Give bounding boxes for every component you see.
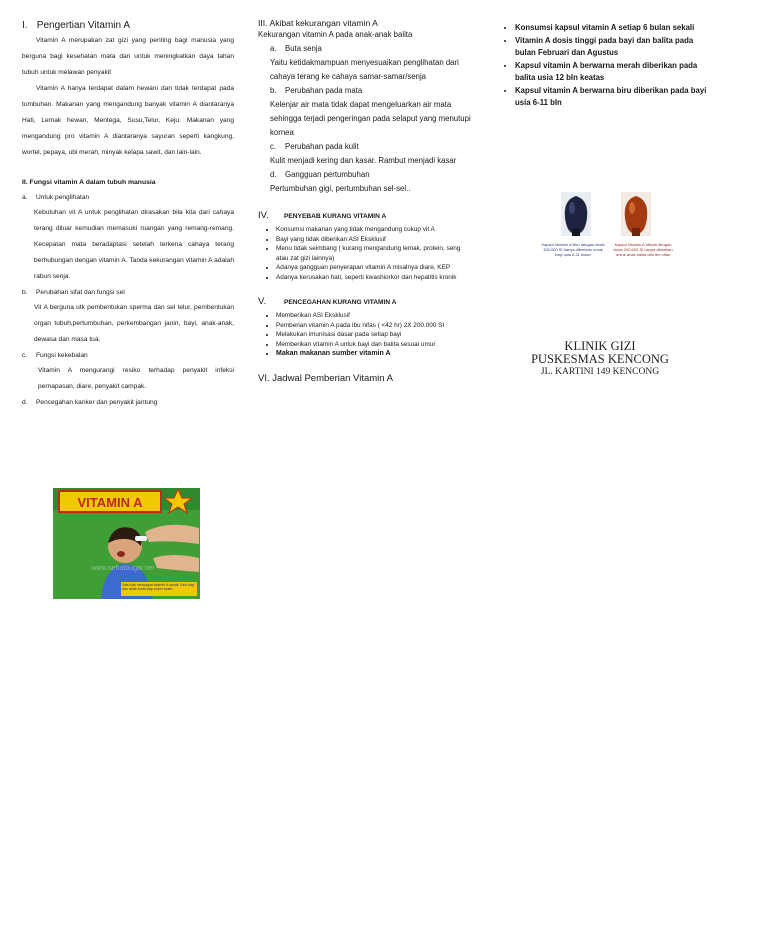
- poster-caption: Satu kali mendapat vitamin A sekali, Beri bayi dan anak Anda tiap enam bulan: [122, 583, 195, 592]
- list-item: • Pemberian vitamin A pada ibu nifas ( <42 hr) 2X 200.000 SI: [276, 321, 472, 331]
- section-3-intro: Kekurangan vitamin A pada anak-anak balita: [258, 30, 413, 39]
- section-3-item-c: c. Perubahan pada kulit: [270, 142, 359, 151]
- section-2-heading: II. Fungsi vitamin A dalam tubuh manusia: [22, 179, 156, 186]
- column-left: [22, 0, 234, 410]
- section-1-para-1: Vitamin A merupakan zat gizi yang penting bagi manusia yang berguna bagi kesehatan mata dan untuk meningkatkan daya tahan tubuh untuk melawan penyakit: [22, 37, 234, 76]
- poster-title: VITAMIN A: [77, 495, 143, 510]
- list-item: • Memberikan vitamin A untuk bayi dan balita sesuai umur: [276, 340, 472, 350]
- section-3-item-a: a. Buta senja: [270, 44, 322, 53]
- section-5-heading: V. PENCEGAHAN KURANG VITAMIN A: [258, 296, 397, 307]
- section-3-item-c-text: Kulit menjadi kering dan kasar. Rambut menjadi kasar: [270, 156, 457, 165]
- clinic-address: JL. KARTINI 149 KENCONG: [540, 367, 660, 377]
- list-item: • Menu tidak seimbang ( kurang mengandung lemak, protein, seng atau zat gizi lainnya): [276, 244, 472, 263]
- section-2-item-b: b. Perubahan sifat dan fungsi sel: [22, 289, 125, 296]
- list-item: • Bayi yang tidak diberikan ASI Eksklusif: [276, 235, 472, 245]
- section-2-item-a-text: Kebutuhan vit A untuk penglihatan dirasakan bila kita dari cahaya terang diluar kemudian memasuki ruangan yang remang-remang. Kecepatan mata beradaptasi setelah terkena cahaya terang berhubungan dengan vitamin A. Tanda kekurangan vitamin A adalah rabun senja.: [34, 209, 234, 280]
- list-item: • Kapsul vitamin A berwarna merah diberikan pada balita usia 12 bln keatas: [515, 60, 711, 85]
- section-2-item-c: c. Fungsi kekebalan: [22, 352, 88, 359]
- section-2-item-a: a. Untuk penglihatan: [22, 194, 90, 201]
- list-item: • Vitamin A dosis tinggi pada bayi dan balita pada bulan Februari dan Agustus: [515, 35, 711, 60]
- list-item: • Makan makanan sumber vitamin A: [276, 349, 472, 359]
- section-4-heading: IV. PENYEBAB KURANG VITAMIN A: [258, 210, 387, 221]
- section-3-item-b: b. Perubahan pada mata: [270, 86, 363, 95]
- section-1-para-2: Vitamin A hanya terdapat dalam hewani dan tidak terdapat pada tumbuhan. Makanan yang mengandung banyak vitamin A diantaranya Hati, Lemak hewan, Mentega, Susu,Telur, Keju. Makanan yang mengandung pro vitamin A diantaranya sayuran seperti kangkung, wortel, pepaya, ubi merah, minyak kelapa sawit, dan lain-lain.: [22, 85, 234, 156]
- clinic-puskesmas: PUSKESMAS KENCONG: [531, 352, 669, 366]
- vitamin-a-poster-image: [53, 488, 200, 599]
- poster-illustration: [53, 488, 200, 599]
- column-right: [505, 0, 711, 110]
- red-capsule-icon: [621, 192, 651, 236]
- list-item: • Konsumsi makanan yang tidak mengandung cukup vit A: [276, 225, 472, 235]
- capsule-images: [541, 190, 681, 240]
- section-2-item-c-text: Vitamin A mengurangi resiko terhadap penyakit infeksi pernapasan, diare, penyakit campak.: [38, 367, 234, 390]
- section-1-heading: I. Pengertian Vitamin A: [22, 20, 130, 31]
- section-3-item-b-text: Kelenjar air mata tidak dapat mengeluarkan air mata sehingga terjadi pengeringan pada selaput yang menutupi kornea: [270, 100, 471, 137]
- section-3-item-d: d. Gangguan pertumbuhan: [270, 170, 370, 179]
- section-1-title: Pengertian Vitamin A: [36, 20, 130, 31]
- section-2-item-b-text: Vit A berguna utk pembentukan sperma dan sel telur, pembentukan organ tubuh,pertumbuhan, perkembangan janin, bayi, anak-anak, dewasa dan masa tua.: [34, 304, 234, 343]
- section-5-list: [258, 311, 472, 359]
- poster-watermark: www.sehatbugar.net: [91, 565, 155, 572]
- blue-capsule-caption: Kapsul Vitamin A Biru dengan dosis 100.000 SI hanya diberikan untuk bayi usia 6-11 bulan: [541, 242, 605, 257]
- schedule-list: [505, 22, 711, 110]
- list-item: • Adanya gangguan penyerapan vitamin A misalnya diare, KEP: [276, 263, 472, 273]
- section-2-item-d: d. Pencegahan kanker dan penyakit jantung: [22, 399, 158, 406]
- column-middle: [258, 0, 472, 384]
- list-item: • Kapsul vitamin A berwarna biru diberikan pada bayi usia 6-11 bln: [515, 85, 711, 110]
- section-6-heading: VI. Jadwal Pemberian Vitamin A: [258, 372, 394, 384]
- list-item: • Memberikan ASI Eksklusif: [276, 311, 472, 321]
- red-capsule-caption: Kapsul Vitamin A Merah dengan dosis 200.000 SI hanya diberikan untuk anak balita dan ibu nifas: [613, 242, 673, 257]
- list-item: • Melakukan imunisasi dasar pada setiap bayi: [276, 330, 472, 340]
- section-3-item-a-text: Yaitu ketidakmampuan menyesuaikan penglihatan dari cahaya terang ke cahaya samar-samar/senja: [270, 58, 459, 81]
- clinic-title: KLINIK GIZI: [564, 339, 636, 353]
- list-item: • Adanya kerusakan hati, seperti kwashiorkor dan hepatitis kronik: [276, 273, 472, 283]
- list-item: • Konsumsi kapsul vitamin A setiap 6 bulan sekali: [515, 22, 711, 35]
- blue-capsule-icon: [561, 192, 591, 236]
- capsule-figure: [541, 190, 681, 266]
- section-3-heading: III. Akibat kekurangan vitamin A: [258, 18, 378, 28]
- clinic-name-block: [520, 340, 680, 378]
- section-4-list: [258, 225, 472, 282]
- section-3-item-d-text: Pertumbuhan gigi, pertumbuhan sel-sel..: [270, 184, 411, 193]
